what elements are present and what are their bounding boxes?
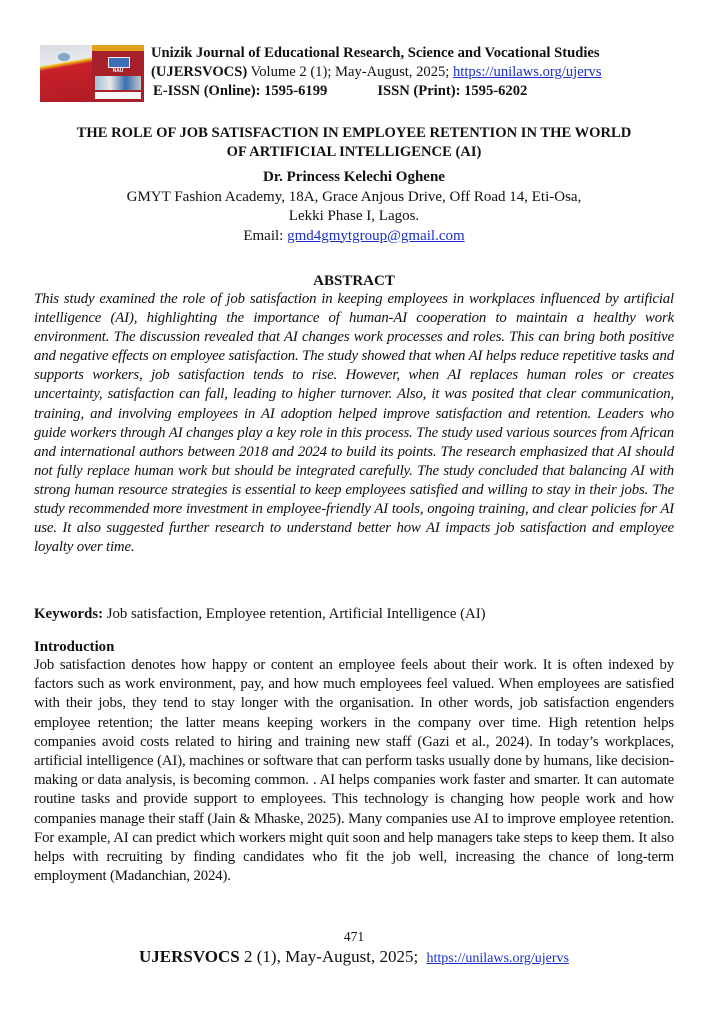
journal-abbrev: (UJERSVOCS) [151, 64, 248, 80]
email-label: Email: [243, 227, 288, 244]
introduction-heading: Introduction [34, 639, 115, 655]
article-title [30, 124, 678, 162]
book-icon [108, 57, 130, 68]
issn-print: ISSN (Print): 1595-6202 [377, 83, 528, 99]
page-footer [30, 946, 678, 970]
logo-photos [95, 76, 141, 90]
logo-cover-right [92, 45, 144, 102]
journal-logo [40, 45, 144, 102]
title-line-1: THE ROLE OF JOB SATISFACTION IN EMPLOYEE RETENTION IN THE WORLD [76, 125, 632, 141]
author-name: Dr. Princess Kelechi Oghene [263, 169, 445, 185]
abstract-body: This study examined the role of job satisfaction in keeping employees in workplaces influenced by artificial intelligence (AI), highlighting the importance of human-AI cooperation to maintain a healthy work environment. The discussion revealed that AI changes work processes and roles. This can bring both positive and negative effects on employee satisfaction. The study showed that when AI helps reduce repetitive tasks and supports workers, job satisfaction tends to rise. However, when AI replaces human roles or creates uncertainty, satisfaction can fall, leading to higher turnover. Also, it was posited that clear communication, training, and involving employees in AI adoption helped improve satisfaction and retention. Leaders who guide workers through AI changes play a key role in this process. The study used various sources from African and international authors between 2018 and 2024 to build its points. The research emphasized that AI should not fully replace human work but should be integrated carefully. The study concluded that balancing AI with strong human resource strategies is essential to keep employees satisfied and willing to stay in their jobs. The study recommended more investment in employee-friendly AI tools, ongoing training, and clear policies for AI use. It also suggested further research to understand better how AI impacts job satisfaction and employee loyalty over time. [34, 291, 674, 556]
footer-journal-abbrev: UJERSVOCS [139, 947, 240, 966]
affiliation-line-1: GMYT Fashion Academy, 18A, Grace Anjous Drive, Off Road 14, Eti-Osa, [126, 188, 582, 205]
affiliation-line-2: Lekki Phase I, Lagos. [288, 208, 420, 224]
keywords-label: Keywords: [34, 606, 104, 622]
footer-issue-info: 2 (1), May-August, 2025; [239, 947, 423, 966]
volume-info: Volume 2 (1); May-August, 2025; [247, 64, 453, 80]
logo-emblem-icon [58, 53, 70, 61]
issn-line [151, 82, 691, 101]
logo-cover-left [40, 45, 92, 102]
email-link[interactable]: gmd4gmytgroup@gmail.com [287, 227, 465, 244]
title-line-2: OF ARTIFICIAL INTELLIGENCE (AI) [226, 144, 482, 160]
page-number: 471 [343, 929, 365, 944]
journal-url-link[interactable]: https://unilaws.org/ujervs [453, 64, 602, 80]
abstract-heading: ABSTRACT [313, 273, 395, 289]
logo-band [92, 45, 144, 51]
journal-header [38, 42, 678, 104]
logo-text: NAU [112, 68, 124, 74]
keywords-value: Job satisfaction, Employee retention, Artificial Intelligence (AI) [103, 606, 486, 622]
journal-info [151, 44, 691, 101]
journal-volume-line [151, 63, 691, 82]
email-line [30, 227, 678, 247]
eissn: E-ISSN (Online): 1595-6199 [153, 83, 328, 99]
footer-url-link[interactable]: https://unilaws.org/ujervs [426, 951, 569, 966]
author-block [30, 168, 678, 246]
introduction-body: Job satisfaction denotes how happy or content an employee feels about their work. It is often indexed by factors such as work environment, pay, and how much employees feel valued. When employees are satisfied with their jobs, they tend to stay longer with the organisation. In other words, job satisfaction engenders employee retention; the latter means keeping workers in the company over time. High retention helps companies avoid costs related to hiring and training new staff (Gazi et al., 2024). In today’s workplaces, artificial intelligence (AI), machines or software that can perform tasks usually done by humans, like decision-making or data analysis, is becoming common. . AI helps companies work faster and smarter. It can automate routine tasks and provide support to employees. This technology is changing how people work and how companies manage their staff (Jain & Mhaske, 2025). Many companies use AI to improve employee retention. For example, AI can predict which workers might quit soon and help managers take steps to keep them. It also helps with recruiting by finding candidates who fit the job well, increasing the chance of long-term employment (Madanchian, 2024). [34, 657, 674, 885]
journal-name: Unizik Journal of Educational Research, Science and Vocational Studies [151, 45, 600, 61]
logo-footer [95, 92, 141, 99]
keywords [34, 605, 674, 624]
